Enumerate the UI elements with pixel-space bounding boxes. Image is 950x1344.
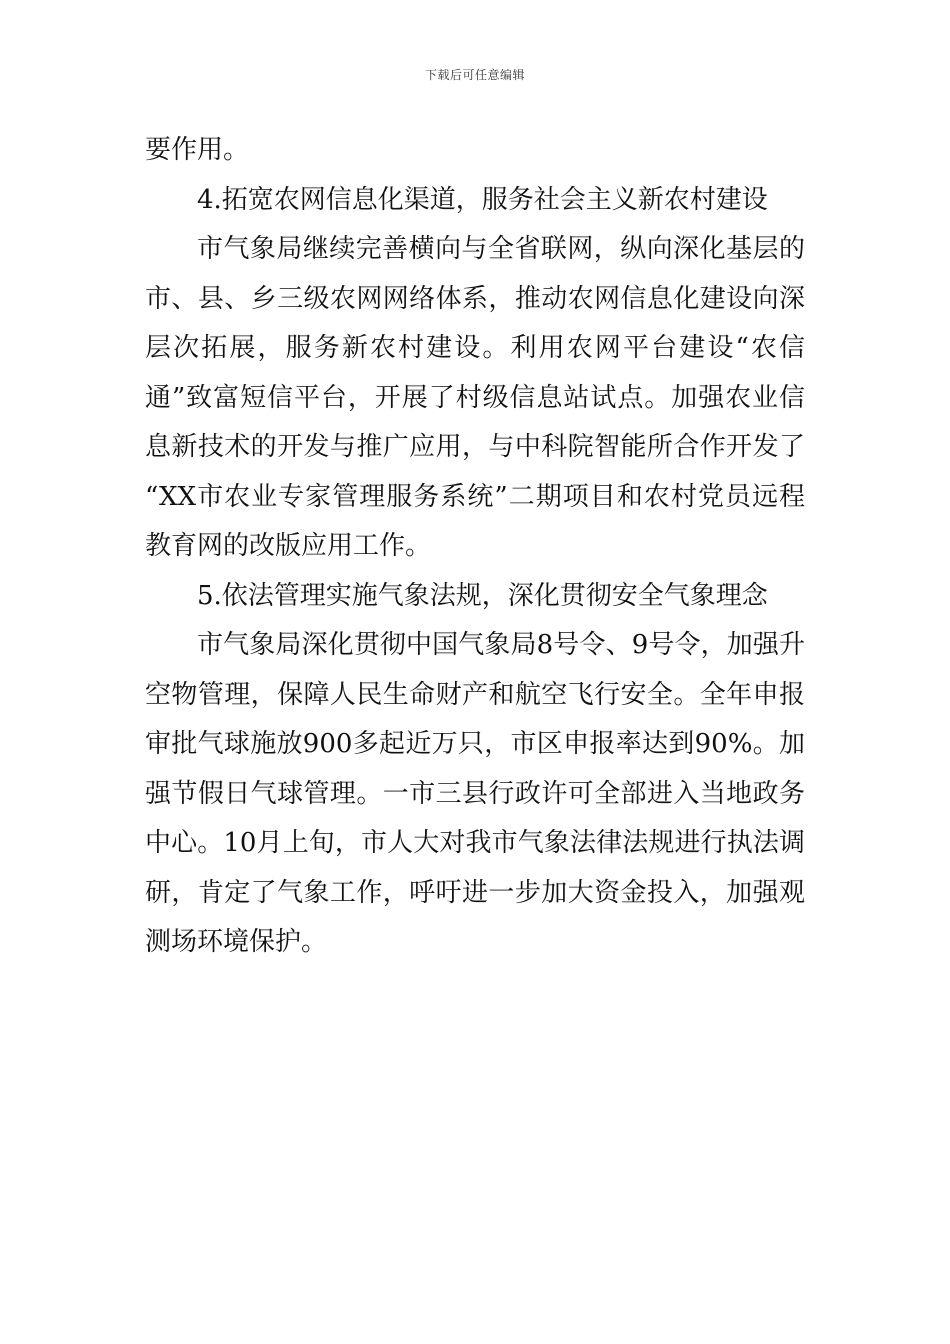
text-line: 市气象局继续完善横向与全省联网，纵向深化基层的 (197, 234, 805, 264)
text-line: 4.拓宽农网信息化渠道，服务社会主义新农村建设 (197, 184, 768, 215)
text-line: 测场环境保护。 (145, 927, 328, 957)
page-header: 下载后可任意编辑 (424, 68, 525, 82)
text-line: 审批气球施放900多起近万只，市区申报率达到90%。加 (145, 729, 805, 759)
text-line: 层次拓展，服务新农村建设。利用农网平台建设“农信 (145, 333, 805, 363)
text-line: 市、县、乡三级农网网络体系，推动农网信息化建设向深 (145, 283, 805, 314)
text-line: 通”致富短信平台，开展了村级信息站试点。加强农业信 (145, 382, 805, 413)
text-line: “XX市农业专家管理服务系统”二期项目和农村党员远程 (145, 481, 805, 512)
text-line: 要作用。 (145, 135, 250, 165)
text-line: 研，肯定了气象工作，呼吁进一步加大资金投入，加强观 (145, 877, 805, 908)
text-line: 息新技术的开发与推广应用，与中科院智能所合作开发了 (145, 432, 805, 462)
document-body (145, 126, 805, 968)
text-line: 中心。10月上旬，市人大对我市气象法律法规进行执法调 (145, 828, 805, 858)
text-line: 市气象局深化贯彻中国气象局8号令、9号令，加强升 (197, 630, 805, 660)
text-line: 教育网的改版应用工作。 (145, 531, 432, 561)
text-line: 空物管理，保障人民生命财产和航空飞行安全。全年申报 (145, 679, 805, 710)
text-line: 5.依法管理实施气象法规，深化贯彻安全气象理念 (197, 580, 768, 611)
text-line: 强节假日气球管理。一市三县行政许可全部进入当地政务 (145, 778, 805, 809)
